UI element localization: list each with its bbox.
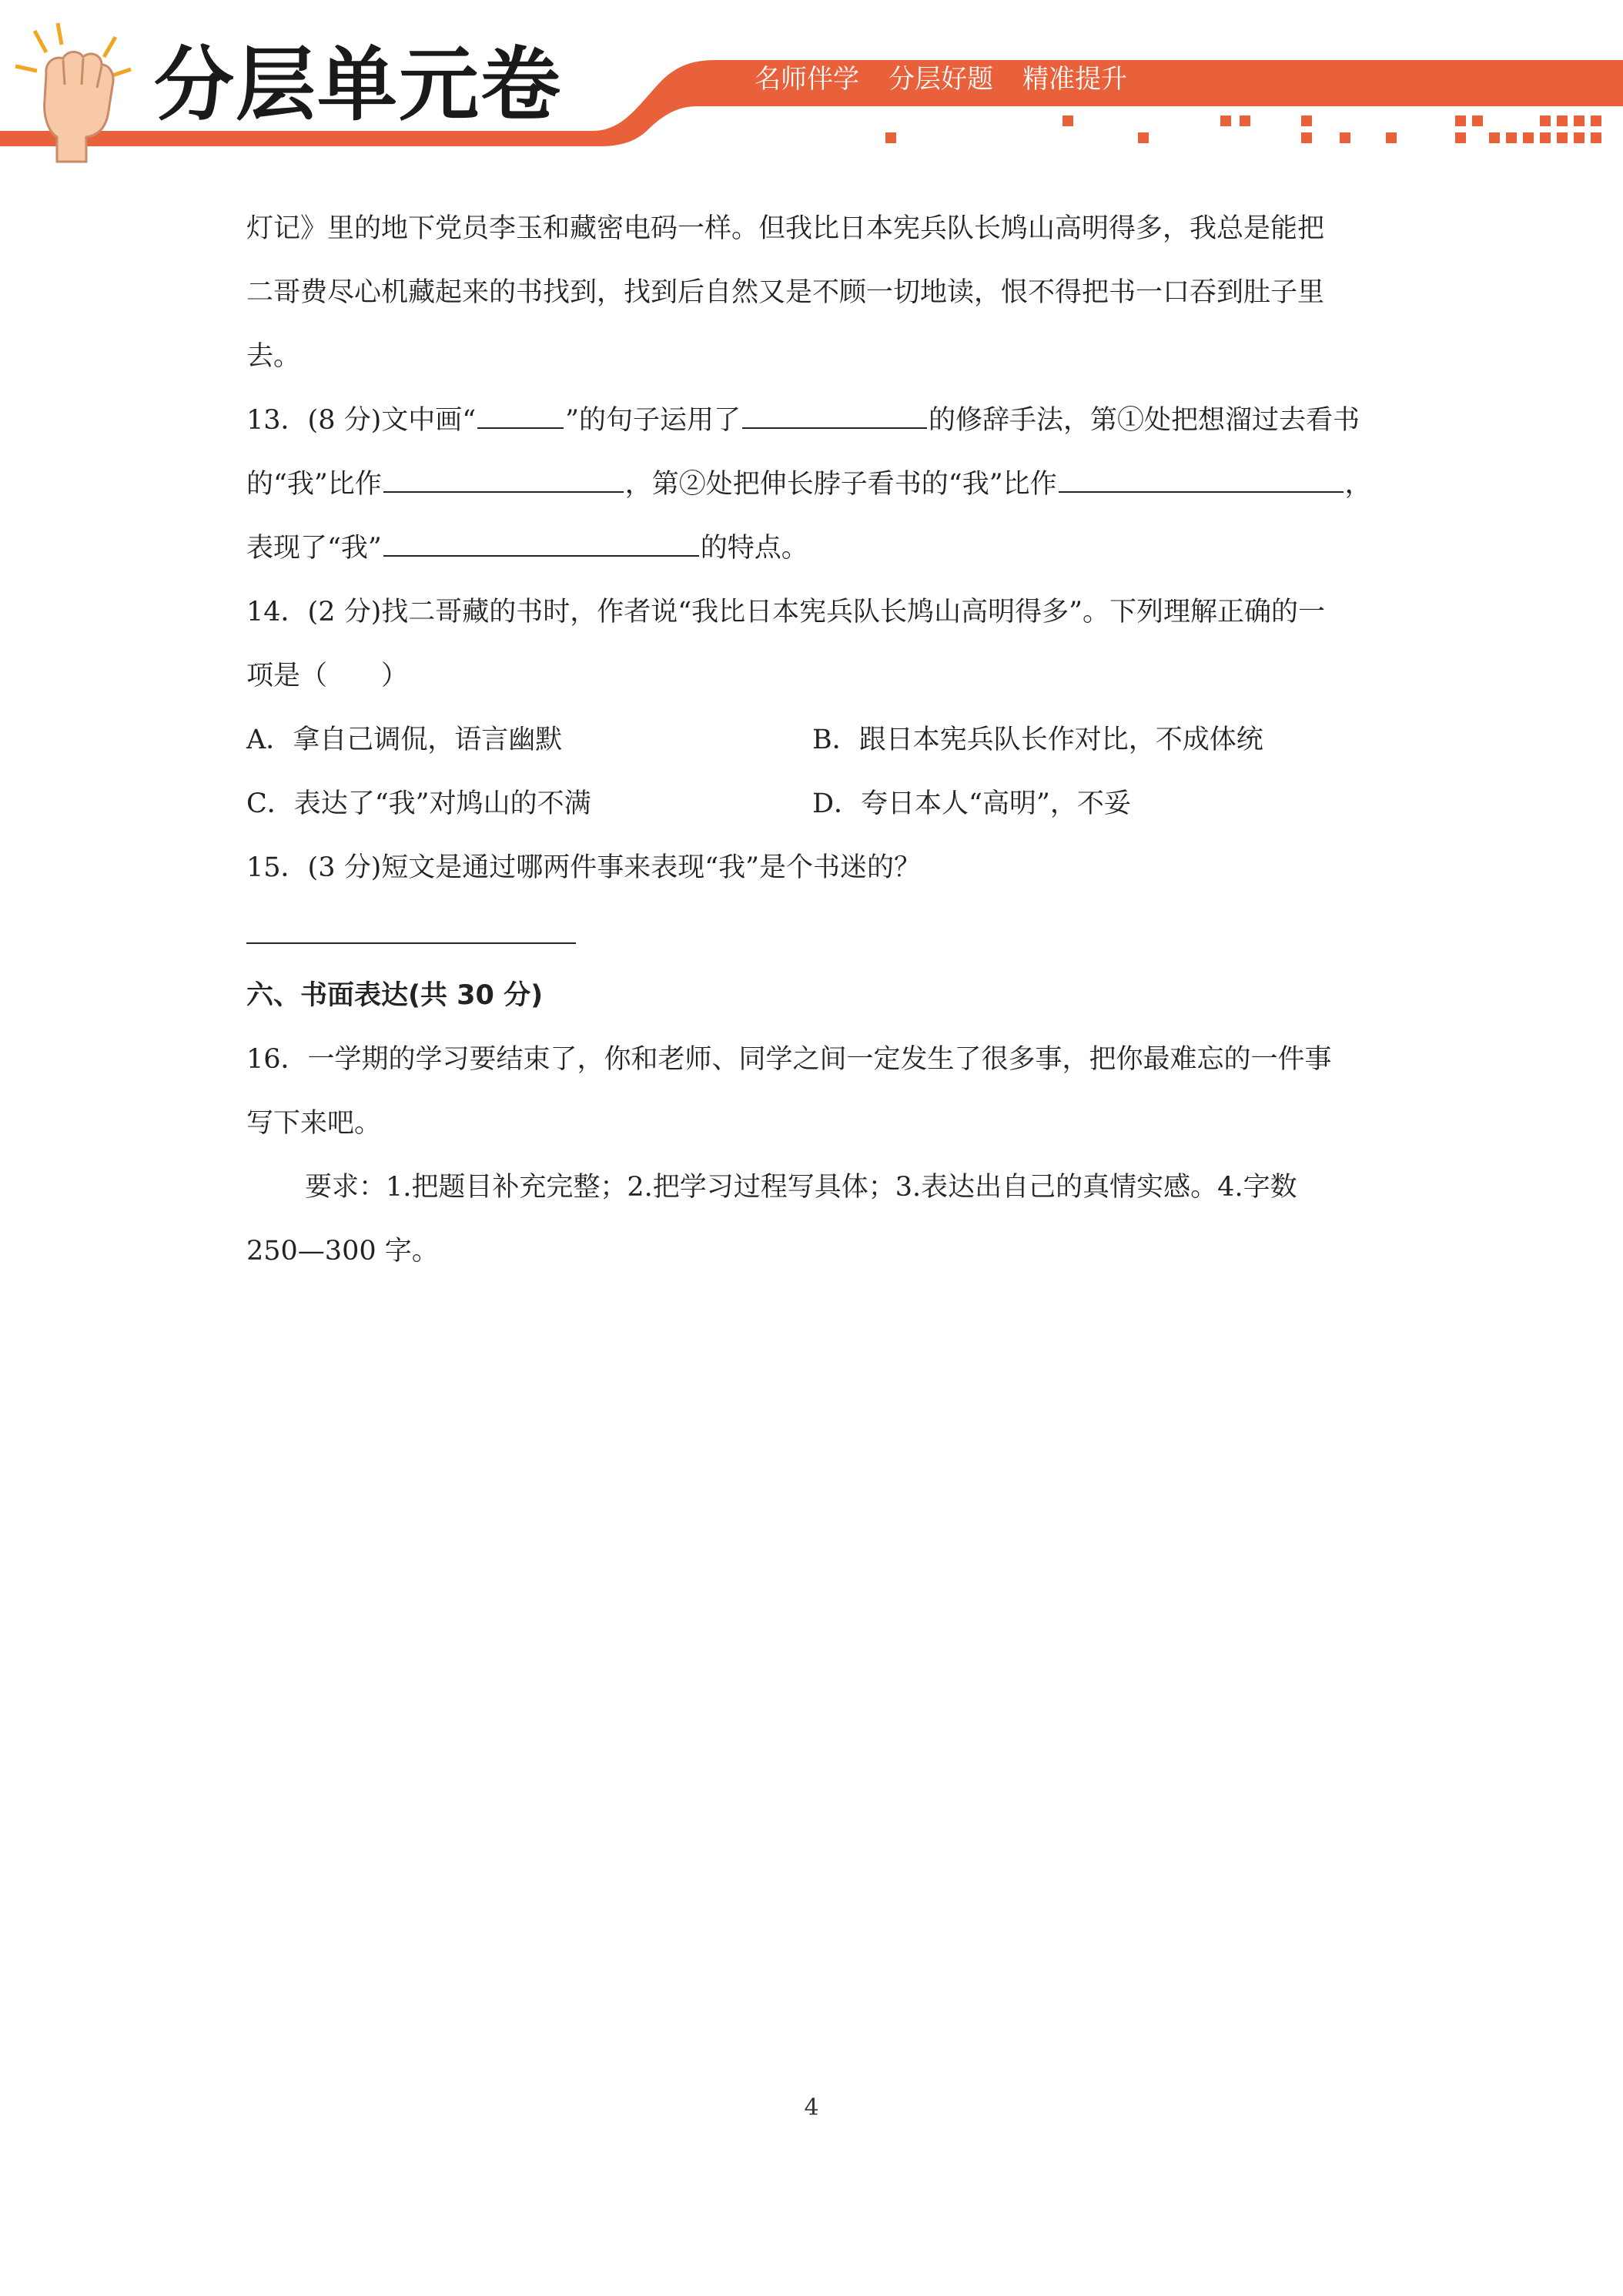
document-body bbox=[246, 197, 1378, 1284]
option-b[interactable]: B．跟日本宪兵队长作对比，不成体统 bbox=[812, 725, 1263, 755]
section-six-title: 六、书面表达(共 30 分) bbox=[246, 980, 544, 1011]
question-14-options-row bbox=[246, 772, 1378, 836]
passage-line: 二哥费尽心机藏起来的书找到，找到后自然又是不顾一切地读，恨不得把书一口吞到肚子里 bbox=[246, 277, 1325, 308]
slogan-item: 分层好题 bbox=[888, 64, 993, 95]
brand-title: 分层单元卷 bbox=[154, 38, 563, 132]
writing-requirements: 要求：1.把题目补充完整；2.把学习过程写具体；3.表达出自己的真情实感。4.字数 bbox=[305, 1172, 1297, 1203]
slogan-item: 精准提升 bbox=[1022, 64, 1127, 95]
answer-blank[interactable] bbox=[383, 471, 624, 493]
question-13-line-3: 表现了“我” 的特点。 bbox=[246, 533, 808, 564]
page-header bbox=[0, 0, 1623, 177]
header-slogan bbox=[755, 62, 1127, 97]
answer-blank[interactable] bbox=[477, 407, 564, 429]
answer-blank[interactable] bbox=[1059, 471, 1344, 493]
question-15-answer-area bbox=[246, 900, 1378, 964]
question-15: 15．(3 分)短文是通过哪两件事来表现“我”是个书迷的？ bbox=[246, 852, 922, 883]
writing-requirements-cont: 250—300 字。 bbox=[246, 1236, 439, 1267]
question-14-stem-end: 项是（ ） bbox=[246, 661, 409, 691]
question-13-line-1: 13．(8 分)文中画“ ”的句子运用了 的修辞手法，第①处把想溜过去看书 bbox=[246, 405, 1360, 436]
answer-blank[interactable] bbox=[383, 535, 699, 557]
question-16: 16．一学期的学习要结束了，你和老师、同学之间一定发生了很多事，把你最难忘的一件事 bbox=[246, 1044, 1332, 1075]
option-a[interactable]: A．拿自己调侃，语言幽默 bbox=[246, 725, 563, 755]
page-number: 4 bbox=[804, 2094, 819, 2121]
question-14: 14．(2 分)找二哥藏的书时，作者说“我比日本宪兵队长鸠山高明得多”。下列理解正确的一 bbox=[246, 597, 1326, 628]
question-13-line-2: 的“我”比作 ，第②处把伸长脖子看书的“我”比作 ， bbox=[246, 469, 1372, 500]
question-16-cont: 写下来吧。 bbox=[246, 1108, 382, 1139]
answer-line[interactable] bbox=[246, 942, 576, 944]
answer-blank[interactable] bbox=[742, 407, 927, 429]
passage-line: 灯记》里的地下党员李玉和藏密电码一样。但我比日本宪兵队长鸠山高明得多，我总是能把 bbox=[246, 213, 1325, 244]
passage-line: 去。 bbox=[246, 341, 301, 372]
question-14-options-row bbox=[246, 708, 1378, 772]
header-dot-pattern bbox=[885, 115, 1601, 143]
slogan-item: 名师伴学 bbox=[755, 64, 859, 95]
option-c[interactable]: C．表达了“我”对鸠山的不满 bbox=[246, 788, 591, 819]
option-d[interactable]: D．夸日本人“高明”，不妥 bbox=[812, 788, 1131, 819]
